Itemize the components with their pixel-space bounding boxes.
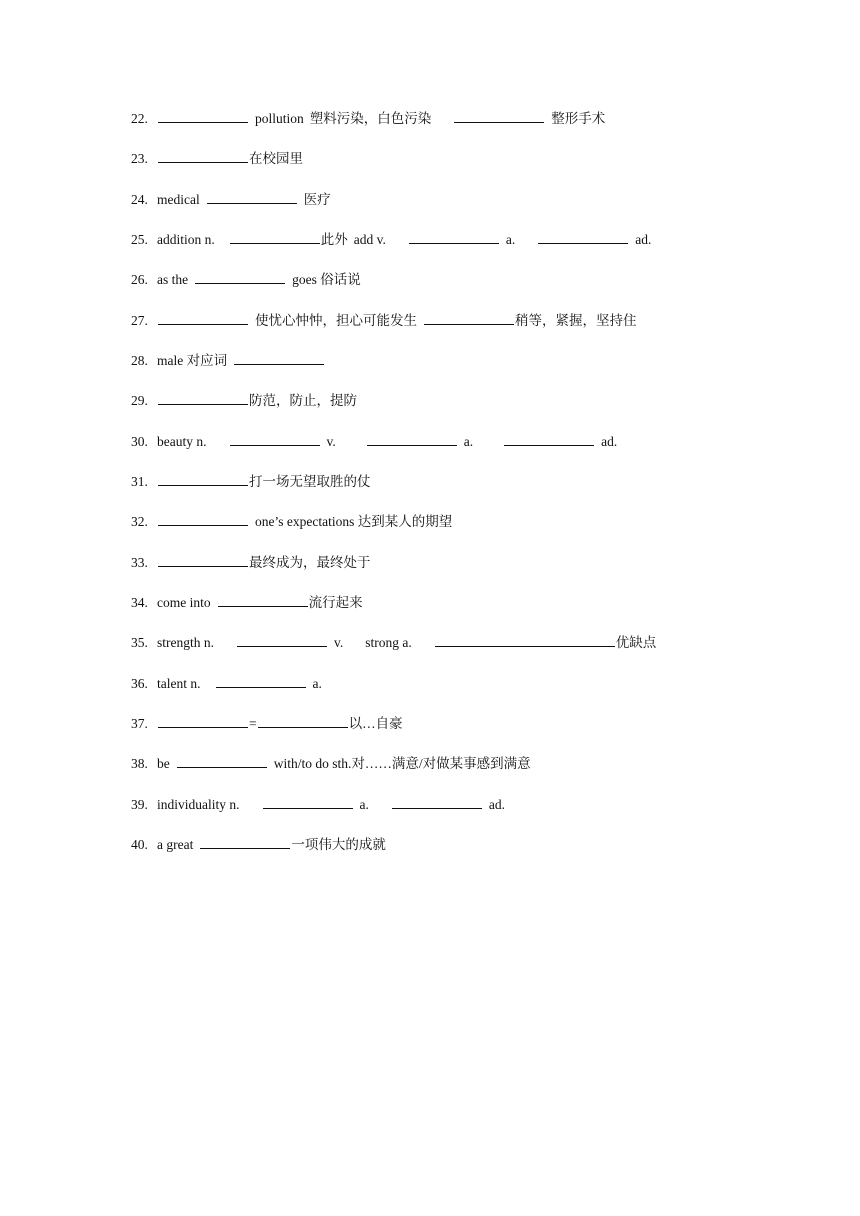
item-text: 稍等，紧握，坚持住: [515, 313, 637, 328]
item-39: [131, 794, 505, 812]
item-text: medical: [157, 192, 200, 207]
answer-blank[interactable]: [216, 673, 306, 688]
item-number: 28.: [131, 353, 148, 368]
item-34: [131, 592, 363, 610]
item-text: 优缺点: [615, 635, 657, 650]
item-text: pollution: [255, 111, 304, 126]
item-29: [131, 390, 357, 408]
answer-blank[interactable]: [158, 552, 248, 567]
item-38: [131, 753, 531, 771]
answer-blank[interactable]: [230, 431, 320, 446]
item-number: 30.: [131, 434, 148, 449]
item-text: one’s expectations 达到某人的期望: [255, 514, 453, 529]
item-number: 33.: [131, 555, 148, 570]
answer-blank[interactable]: [158, 390, 248, 405]
item-22: [131, 108, 605, 126]
item-text: addition n.: [157, 232, 215, 247]
item-number: 38.: [131, 756, 148, 771]
item-text: ad.: [635, 232, 652, 247]
answer-blank[interactable]: [200, 834, 290, 849]
item-text: strong a.: [365, 635, 412, 650]
item-28: [131, 350, 325, 368]
answer-blank[interactable]: [234, 350, 324, 365]
answer-blank[interactable]: [230, 229, 320, 244]
item-33: [131, 552, 371, 570]
item-text: 流行起来: [308, 595, 363, 610]
item-number: 23.: [131, 151, 148, 166]
answer-blank[interactable]: [409, 229, 499, 244]
item-40: [131, 834, 386, 852]
answer-blank[interactable]: [158, 471, 248, 486]
item-text: ad.: [488, 797, 505, 812]
answer-blank[interactable]: [158, 713, 248, 728]
item-text: as the: [157, 272, 189, 287]
answer-blank[interactable]: [158, 148, 248, 163]
answer-blank[interactable]: [207, 189, 297, 204]
item-text: v.: [334, 635, 344, 650]
item-25: [131, 229, 651, 247]
item-text: beauty n.: [157, 434, 207, 449]
item-text: 防范，防止，提防: [249, 393, 357, 408]
item-36: [131, 673, 322, 691]
answer-blank[interactable]: [195, 269, 285, 284]
item-number: 37.: [131, 716, 148, 731]
item-text: a great: [157, 837, 194, 852]
item-text: 打一场无望取胜的仗: [249, 474, 371, 489]
item-text: v.: [326, 434, 336, 449]
item-number: 36.: [131, 676, 148, 691]
answer-blank[interactable]: [424, 310, 514, 325]
item-24: [131, 189, 331, 207]
item-30: [131, 431, 617, 449]
answer-blank[interactable]: [504, 431, 594, 446]
item-text: a.: [505, 232, 516, 247]
answer-blank[interactable]: [158, 310, 248, 325]
item-text: a.: [312, 676, 322, 691]
answer-blank[interactable]: [454, 108, 544, 123]
item-text: =: [249, 716, 257, 731]
item-text: individuality n.: [157, 797, 240, 812]
item-31: [131, 471, 371, 489]
item-text: goes 俗话说: [292, 272, 361, 287]
item-number: 25.: [131, 232, 148, 247]
item-text: 以…自豪: [348, 716, 403, 731]
answer-blank[interactable]: [263, 794, 353, 809]
item-37: [131, 713, 403, 731]
item-text: male 对应词: [157, 353, 228, 368]
item-text: strength n.: [157, 635, 214, 650]
item-text: 此外: [320, 232, 348, 247]
answer-blank[interactable]: [218, 592, 308, 607]
item-32: [131, 511, 452, 529]
item-text: 在校园里: [249, 151, 303, 166]
item-text: ad.: [601, 434, 618, 449]
answer-blank[interactable]: [158, 108, 248, 123]
item-text: 使忧心忡忡，担心可能发生: [255, 313, 417, 328]
item-number: 29.: [131, 393, 148, 408]
item-number: 32.: [131, 514, 148, 529]
item-text: a.: [463, 434, 474, 449]
answer-blank[interactable]: [367, 431, 457, 446]
item-27: [131, 310, 637, 328]
item-number: 26.: [131, 272, 148, 287]
answer-blank[interactable]: [435, 632, 615, 647]
item-text: come into: [157, 595, 211, 610]
item-text: 医疗: [303, 192, 331, 207]
item-text: a.: [359, 797, 369, 812]
answer-blank[interactable]: [158, 511, 248, 526]
item-number: 40.: [131, 837, 148, 852]
answer-blank[interactable]: [538, 229, 628, 244]
item-text: 塑料污染，白色污染: [309, 111, 432, 126]
answer-blank[interactable]: [177, 753, 267, 768]
item-text: add v.: [353, 232, 386, 247]
item-35: [131, 632, 656, 650]
item-23: [131, 148, 303, 166]
item-number: 27.: [131, 313, 148, 328]
item-text: talent n.: [157, 676, 201, 691]
item-text: with/to do sth.对……满意/对做某事感到满意: [273, 756, 531, 771]
item-number: 24.: [131, 192, 148, 207]
answer-blank[interactable]: [258, 713, 348, 728]
item-26: [131, 269, 361, 287]
item-text: 一项伟大的成就: [291, 837, 386, 852]
item-text: 整形手术: [551, 111, 606, 126]
item-number: 34.: [131, 595, 148, 610]
item-number: 35.: [131, 635, 148, 650]
item-number: 39.: [131, 797, 148, 812]
item-number: 31.: [131, 474, 148, 489]
item-text: 最终成为，最终处于: [249, 555, 371, 570]
answer-blank[interactable]: [237, 632, 327, 647]
item-number: 22.: [131, 111, 148, 126]
answer-blank[interactable]: [392, 794, 482, 809]
item-text: be: [157, 756, 170, 771]
